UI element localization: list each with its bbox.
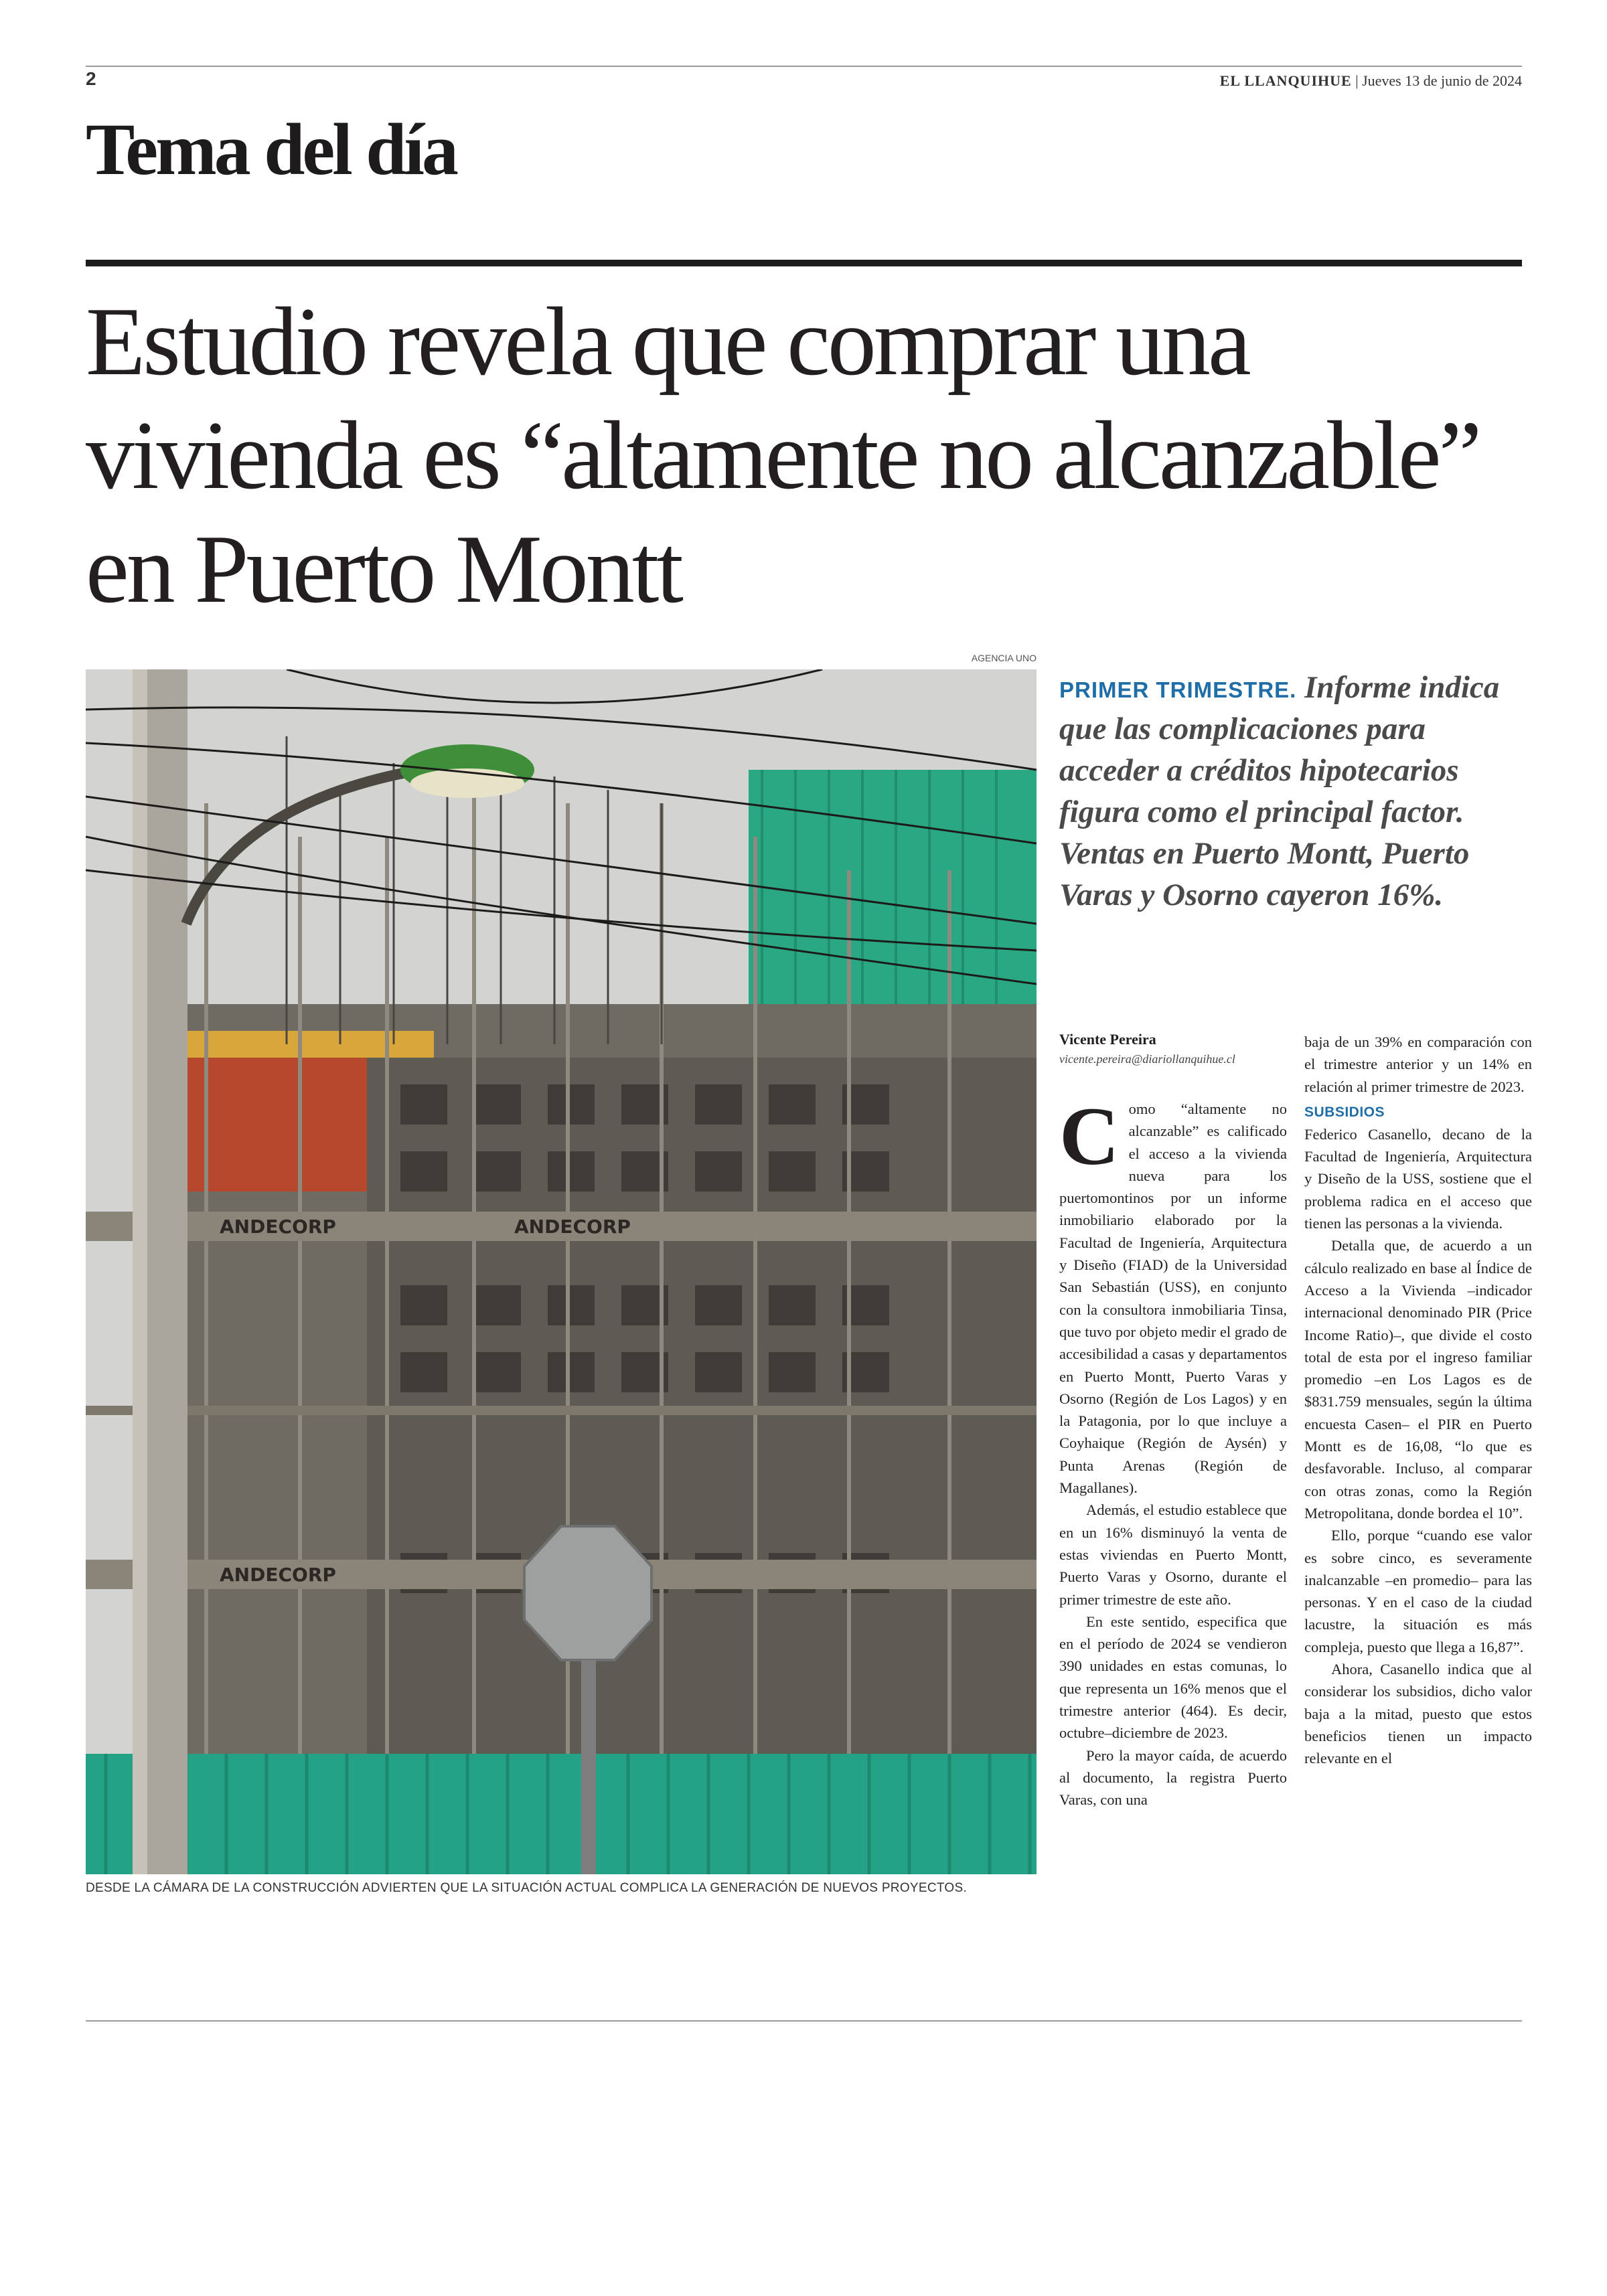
issue-date: | Jueves 13 de junio de 2024: [1355, 72, 1522, 89]
body-column-1: [1059, 1090, 1287, 1811]
lead-kicker: PRIMER TRIMESTRE.: [1059, 677, 1297, 702]
subhead-subsidios: SUBSIDIOS: [1304, 1104, 1385, 1120]
body-paragraph: Federico Casanello, decano de la Facultad de Ingeniería, Arquitectura y Diseño de la USS, sostiene que el problema radica en el acceso que tienen las personas a la vivienda.: [1304, 1125, 1532, 1232]
page-number: 2: [86, 68, 96, 89]
construction-site-illustration: [86, 669, 1037, 1874]
article-lead: [1059, 667, 1528, 916]
body-paragraph: baja de un 39% en comparación con el trimestre anterior y un 14% en relación al primer trimestre de 2023.: [1304, 1034, 1532, 1095]
body-column-2: [1304, 1031, 1532, 1770]
section-title: Tema del día: [86, 108, 457, 190]
top-rule: [86, 66, 1522, 67]
drop-cap: C: [1059, 1090, 1120, 1182]
body-paragraph: Ahora, Casanello indica que al considerar los subsidios, dicho valor baja a la mitad, puesto que estos beneficios tienen un impacto relevante en el: [1304, 1661, 1532, 1767]
body-paragraph: En este sentido, especifica que en el período de 2024 se vendieron 390 unidades en estas comunas, lo que representa un 16% menos que el trimestre anterior (464). Es decir, octubre–diciembre de 2023.: [1059, 1613, 1287, 1742]
photo-credit: AGENCIA UNO: [971, 653, 1037, 663]
author-name: Vicente Pereira: [1059, 1031, 1156, 1048]
body-paragraph: Como “altamente no alcanzable” es calificado el acceso a la vivienda nueva para los puertomontinos por un informe inmobiliario elaborado por la Facultad de Ingeniería, Arquitectura y Diseño (FIAD) de la Universidad San Sebastián (USS), en conjunto con la consultora inmobiliaria Tinsa, que tuvo por objeto medir el grado de accesibilidad a casas y departamentos en Puerto Montt, Puerto Varas y Osorno (Región de Los Lagos) y en la Patagonia, por lo que incluye a Coyhaique (Región de Aysén) y Punta Arenas (Región de Magallanes).: [1059, 1090, 1287, 1497]
body-paragraph: Detalla que, de acuerdo a un cálculo realizado en base al Índice de Acceso a la Vivienda –indicador internacional denominado PIR (Price Income Ratio)–, que divide el costo total de esta por el ingreso familiar promedio –en Los Lagos es de $831.759 mensuales, según la última encuesta Casen– el PIR en Puerto Montt es de 16,08, “lo que es desfavorable. Incluso, al comparar con otras zonas, como la Región Metropolitana, donde bordea el 10”.: [1304, 1237, 1532, 1522]
folio: [1220, 72, 1522, 90]
publication-name: EL LLANQUIHUE: [1219, 72, 1352, 89]
andecorp-sign-1: ANDECORP: [220, 1216, 336, 1238]
body-paragraph: Ello, porque “cuando ese valor es sobre cinco, es severamente inalcanzable –en promedio– para las personas. Y en el caso de la ciudad lacustre, la situación es más compleja, puesto que llega a 16,87”.: [1304, 1527, 1532, 1655]
section-rule: [86, 260, 1522, 266]
body-paragraph: Pero la mayor caída, de acuerdo al documento, la registra Puerto Varas, con una: [1059, 1746, 1287, 1809]
photo-caption: DESDE LA CÁMARA DE LA CONSTRUCCIÓN ADVIERTEN QUE LA SITUACIÓN ACTUAL COMPLICA LA GENERACIÓN DE NUEVOS PROYECTOS.: [86, 1881, 968, 1895]
author-email: vicente.pereira@diariollanquihue.cl: [1059, 1052, 1235, 1066]
andecorp-sign-2: ANDECORP: [514, 1216, 631, 1238]
andecorp-sign-3: ANDECORP: [220, 1564, 336, 1586]
byline: [1059, 1031, 1287, 1066]
body-paragraph: Además, el estudio establece que en un 16% disminuyó la venta de estas viviendas en Puerto Montt, Puerto Varas y Osorno, durante el primer trimestre de este año.: [1059, 1501, 1287, 1608]
bottom-rule: [86, 2020, 1522, 2022]
article-headline: Estudio revela que comprar una vivienda es “altamente no alcanzable” en Puerto Montt: [86, 287, 1480, 623]
lead-text: Informe indica que las complicaciones para acceder a créditos hipotecarios figura como el principal factor. Ventas en Puerto Montt, Puerto Varas y Osorno cayeron 16%.: [1059, 670, 1500, 912]
article-photo: [86, 669, 1037, 1874]
